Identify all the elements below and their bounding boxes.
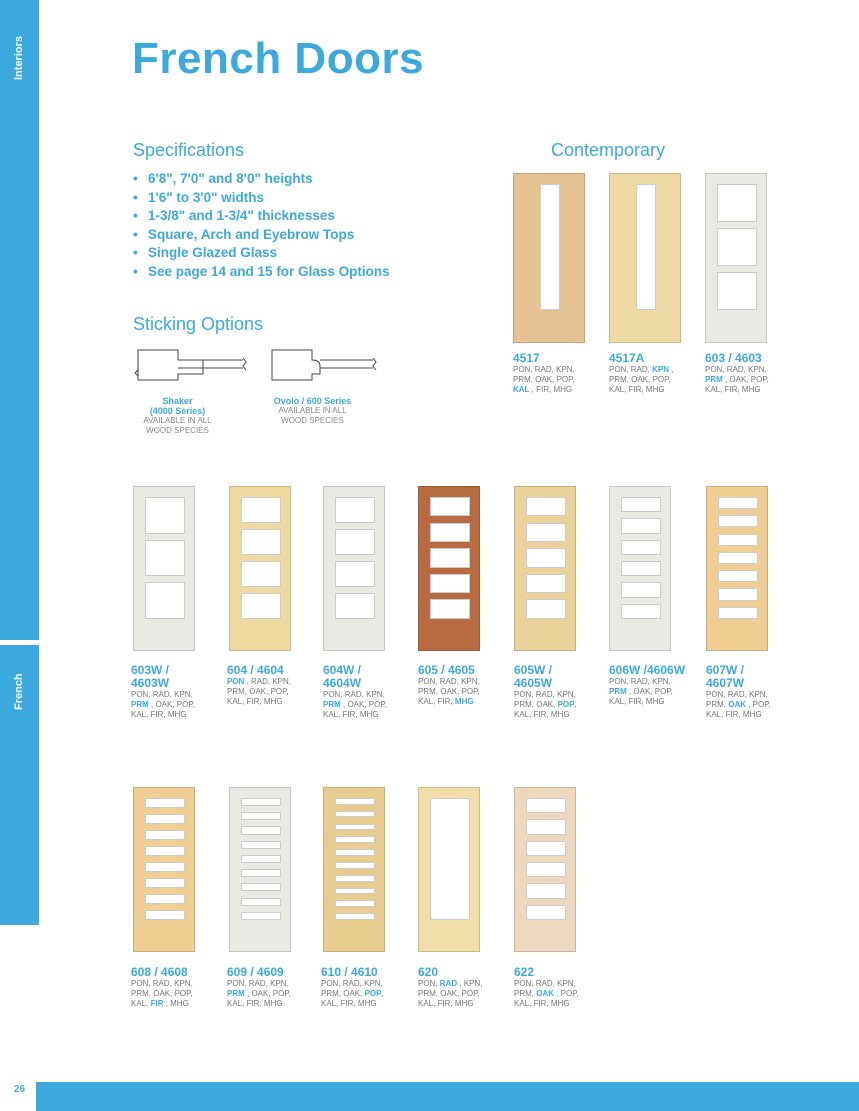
page-number: 26: [14, 1084, 26, 1095]
glass-pane: [717, 184, 758, 222]
door-species-line: KAL, FIR , MHG: [131, 999, 189, 1008]
glass-pane: [621, 582, 662, 597]
glass-pane: [526, 574, 567, 594]
glass-pane: [718, 588, 759, 600]
door-species-line: PON, RAD, KPN,: [323, 690, 385, 699]
door-species-line: PON, RAD, KPN,: [513, 365, 575, 374]
door-species-line: PRM , OAK, POP,: [227, 989, 291, 998]
door-species-line: PON, RAD, KPN,: [514, 979, 576, 988]
door-image: [229, 486, 291, 651]
door-model-code: 622: [514, 965, 535, 979]
footer-bar: [36, 1082, 859, 1111]
glass-pane: [241, 798, 282, 806]
glass-pane: [430, 497, 471, 517]
glass-pane: [241, 593, 282, 619]
glass-pane: [241, 869, 282, 877]
door-model-code: 604 / 4604: [227, 663, 284, 677]
glass-pane: [335, 798, 376, 805]
contemporary-heading: Contemporary: [551, 140, 666, 160]
door-image: [323, 486, 385, 651]
door-species-line: PON, RAD, KPN,: [609, 677, 671, 686]
glass-pane: [145, 862, 186, 872]
door-model-code: 606W /4606W: [609, 663, 686, 677]
glass-pane: [335, 862, 376, 869]
door-species-line: KAL, FIR, MHG: [418, 697, 474, 706]
door-caption: [323, 664, 401, 720]
glass-pane: [241, 826, 282, 834]
glass-pane: [526, 599, 567, 619]
door-species-line: PON, RAD, KPN,: [514, 690, 576, 699]
door-model-code: 603W / 4603W: [131, 663, 170, 690]
door-image: [609, 173, 681, 343]
door-image: [705, 173, 767, 343]
door-image: [609, 486, 671, 651]
spec-item: • 6'8", 7'0" and 8'0" heights: [133, 171, 313, 186]
door-model-code: 605 / 4605: [418, 663, 475, 677]
glass-pane: [335, 824, 376, 831]
spec-item: • See page 14 and 15 for Glass Options: [133, 263, 390, 279]
glass-pane: [430, 548, 471, 568]
glass-pane: [526, 862, 567, 877]
door-caption: [227, 966, 305, 1009]
door-species-line: PRM , OAK, POP,: [323, 700, 387, 709]
door-species-line: PRM, OAK , POP,: [514, 989, 579, 998]
sidebar-label-interiors: Interiors: [13, 35, 25, 80]
spec-item: • 1-3/8" and 1-3/4" thicknesses: [133, 208, 335, 223]
door-model-code: 605W / 4605W: [514, 663, 553, 690]
door-species-line: KAL , FIR, MHG: [513, 385, 573, 394]
door-model-code: 607W / 4607W: [706, 663, 745, 690]
door-image: [133, 486, 195, 651]
door-species-line: PON, RAD , KPN,: [418, 979, 483, 988]
door-species-line: PRM , OAK, POP,: [705, 375, 769, 384]
door-species-line: PRM, OAK, POP,: [418, 687, 480, 696]
glass-pane: [526, 523, 567, 543]
glass-pane: [241, 898, 282, 906]
glass-pane: [241, 497, 282, 523]
glass-pane: [145, 910, 186, 920]
glass-pane: [717, 272, 758, 310]
door-species-line: PRM, OAK, POP,: [514, 700, 577, 709]
glass-pane: [241, 529, 282, 555]
glass-pane: [526, 497, 567, 517]
door-caption: [514, 664, 592, 720]
glass-pane: [335, 529, 376, 555]
door-species-line: KAL, FIR, MHG: [706, 710, 762, 719]
door-image: [418, 486, 480, 651]
door-caption: [609, 352, 687, 395]
door-species-line: PRM , OAK, POP,: [609, 687, 673, 696]
glass-pane: [430, 798, 471, 920]
door-species-line: KAL, FIR, MHG: [418, 999, 474, 1008]
door-species-line: PRM, OAK , POP,: [706, 700, 771, 709]
door-image: [229, 787, 291, 952]
door-species-line: PRM, OAK, POP,: [418, 989, 480, 998]
door-species-line: KAL, FIR, MHG: [609, 385, 665, 394]
door-model-code: 4517A: [609, 351, 645, 365]
door-model-code: 604W / 4604W: [323, 663, 362, 690]
glass-pane: [335, 593, 376, 619]
sticking-option-ovolo: Ovolo / 600 Series AVAILABLE IN ALL WOOD SPECIES: [273, 396, 352, 425]
sidebar-label-french: French: [13, 673, 25, 710]
glass-pane: [718, 515, 759, 527]
door-species-line: PRM, OAK, POP,: [513, 375, 575, 384]
door-species-line: PON, RAD, KPN,: [131, 979, 193, 988]
door-caption: [706, 664, 784, 720]
door-image: [418, 787, 480, 952]
door-image: [514, 787, 576, 952]
glass-pane: [241, 855, 282, 863]
sticking-option-shaker: Shaker (4000 Series) AVAILABLE IN ALL WOOD SPECIES: [143, 396, 212, 435]
door-species-line: KAL, FIR, MHG: [514, 999, 570, 1008]
glass-pane: [430, 523, 471, 543]
door-image: [706, 486, 768, 651]
glass-pane: [335, 849, 376, 856]
sticking-options-heading: Sticking Options: [133, 314, 264, 334]
glass-pane: [335, 811, 376, 818]
door-image: [133, 787, 195, 952]
glass-pane: [718, 497, 759, 509]
door-species-line: PON, RAD, KPN,: [321, 979, 383, 988]
door-species-line: KAL, FIR, MHG: [514, 710, 570, 719]
glass-pane: [241, 561, 282, 587]
door-caption: [513, 352, 591, 395]
specifications-heading: Specifications: [133, 140, 245, 160]
door-species-line: KAL, FIR, MHG: [705, 385, 761, 394]
door-model-code: 610 / 4610: [321, 965, 378, 979]
door-species-line: KAL, FIR, MHG: [227, 999, 283, 1008]
glass-pane: [335, 836, 376, 843]
glass-pane: [335, 875, 376, 882]
glass-pane: [241, 912, 282, 920]
door-caption: [418, 966, 496, 1009]
door-species-line: PRM, OAK, POP,: [609, 375, 671, 384]
door-species-line: PON , RAD, KPN,: [227, 677, 292, 686]
door-species-line: PON, RAD, KPN ,: [609, 365, 674, 374]
door-species-line: KAL, FIR, MHG: [321, 999, 377, 1008]
door-caption: [321, 966, 399, 1009]
door-species-line: PON, RAD, KPN,: [131, 690, 193, 699]
door-caption: [131, 966, 209, 1009]
glass-pane: [241, 812, 282, 820]
glass-pane: [145, 582, 186, 619]
door-model-code: 603 / 4603: [705, 351, 762, 365]
door-species-line: KAL, FIR, MHG: [323, 710, 379, 719]
glass-pane: [145, 830, 186, 840]
sidebar-tab-interiors: [0, 0, 39, 640]
glass-pane: [145, 894, 186, 904]
glass-pane: [718, 570, 759, 582]
door-species-line: KAL, FIR, MHG: [131, 710, 187, 719]
glass-pane: [540, 184, 560, 310]
door-model-code: 4517: [513, 351, 540, 365]
door-caption: [227, 664, 305, 707]
glass-pane: [241, 841, 282, 849]
glass-pane: [621, 497, 662, 512]
glass-pane: [335, 900, 376, 907]
door-species-line: PRM, OAK, POP,: [227, 687, 289, 696]
door-species-line: PON, RAD, KPN,: [705, 365, 767, 374]
glass-pane: [526, 819, 567, 834]
door-image: [514, 486, 576, 651]
shaker-profile-diagram: [133, 346, 248, 382]
door-species-line: PON, RAD, KPN,: [706, 690, 768, 699]
door-caption: [131, 664, 209, 720]
glass-pane: [717, 228, 758, 266]
door-species-line: PRM, OAK, POP,: [131, 989, 193, 998]
glass-pane: [145, 798, 186, 808]
ovolo-profile-diagram: [268, 346, 378, 382]
door-caption: [418, 664, 496, 707]
spec-item: • Square, Arch and Eyebrow Tops: [133, 226, 355, 242]
glass-pane: [335, 497, 376, 523]
door-caption: [609, 664, 687, 707]
glass-pane: [621, 518, 662, 533]
glass-pane: [526, 548, 567, 568]
glass-pane: [335, 561, 376, 587]
door-image: [513, 173, 585, 343]
glass-pane: [621, 604, 662, 619]
glass-pane: [621, 561, 662, 576]
door-species-line: PRM, OAK, POP,: [321, 989, 384, 998]
glass-pane: [718, 534, 759, 546]
door-model-code: 609 / 4609: [227, 965, 284, 979]
door-caption: [705, 352, 783, 395]
door-model-code: 608 / 4608: [131, 965, 188, 979]
glass-pane: [526, 883, 567, 898]
glass-pane: [145, 814, 186, 824]
glass-pane: [145, 540, 186, 577]
glass-pane: [718, 607, 759, 619]
glass-pane: [145, 878, 186, 888]
glass-pane: [335, 888, 376, 895]
glass-pane: [145, 497, 186, 534]
door-image: [323, 787, 385, 952]
glass-pane: [526, 798, 567, 813]
glass-pane: [145, 846, 186, 856]
page-title: French Doors: [132, 34, 425, 83]
door-species-line: PON, RAD, KPN,: [418, 677, 480, 686]
spec-item: • 1'6" to 3'0" widths: [133, 189, 264, 205]
door-species-line: PON, RAD, KPN,: [227, 979, 289, 988]
glass-pane: [621, 540, 662, 555]
spec-item: • Single Glazed Glass: [133, 245, 278, 260]
glass-pane: [718, 552, 759, 564]
glass-pane: [430, 574, 471, 594]
door-species-line: PRM , OAK, POP,: [131, 700, 195, 709]
door-caption: [514, 966, 592, 1009]
glass-pane: [526, 905, 567, 920]
specifications-list: [133, 170, 390, 281]
glass-pane: [636, 184, 656, 310]
glass-pane: [241, 883, 282, 891]
door-species-line: KAL, FIR, MHG: [609, 697, 665, 706]
glass-pane: [430, 599, 471, 619]
glass-pane: [526, 841, 567, 856]
door-model-code: 620: [418, 965, 439, 979]
door-species-line: KAL, FIR, MHG: [227, 697, 283, 706]
glass-pane: [335, 913, 376, 920]
